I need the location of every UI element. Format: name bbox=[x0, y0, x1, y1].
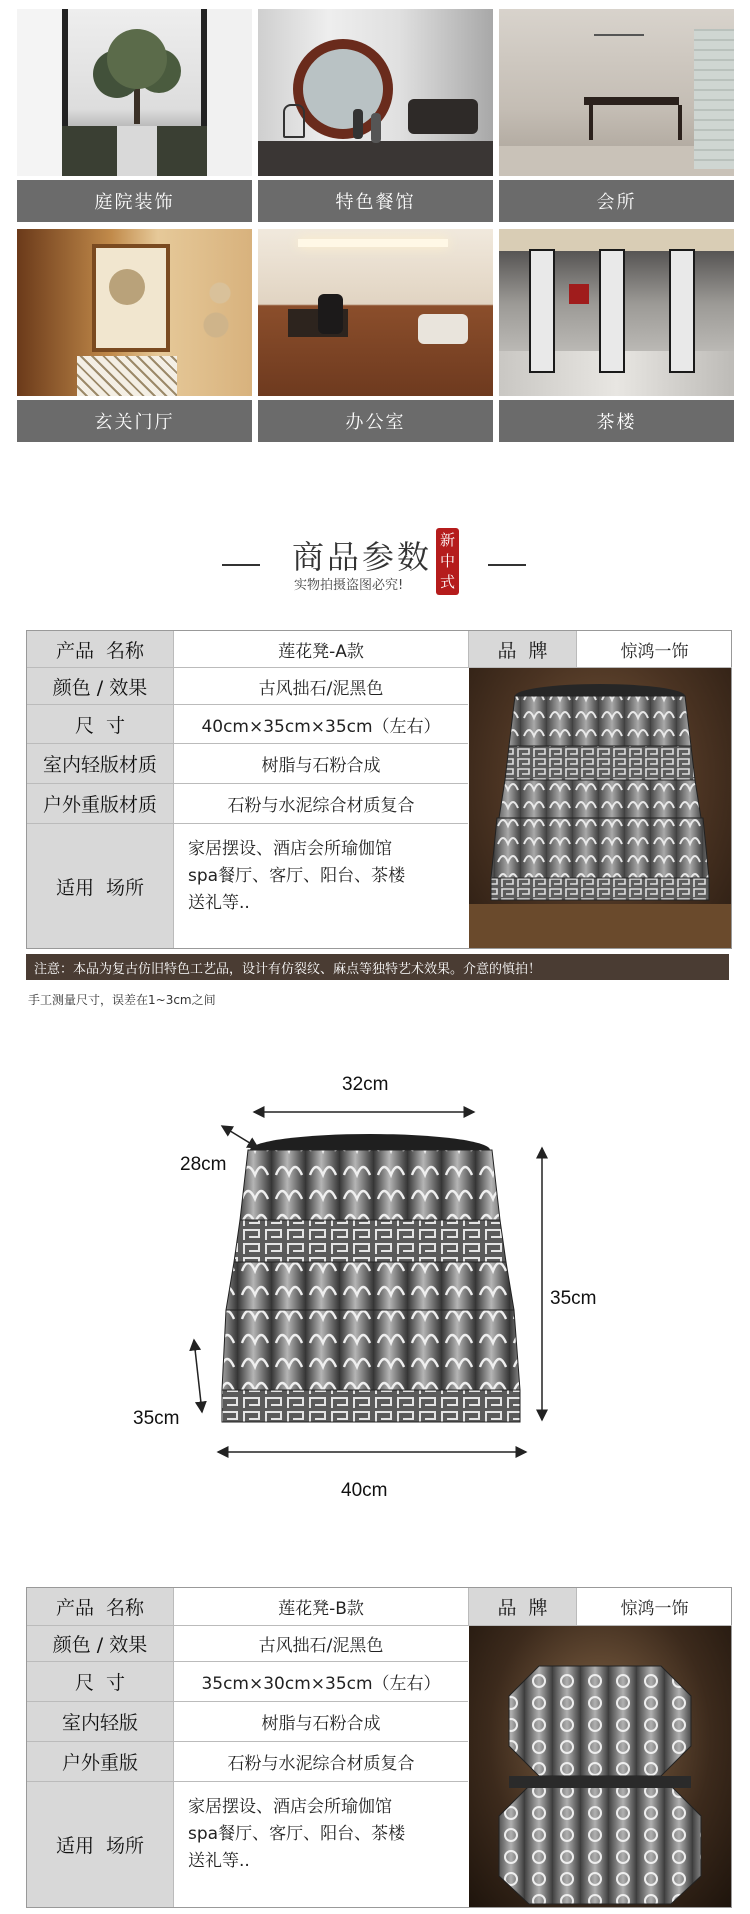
teahouse-photo bbox=[499, 229, 734, 396]
product-b-photo bbox=[469, 1626, 731, 1907]
office-photo bbox=[258, 229, 493, 396]
spec-row bbox=[27, 1588, 468, 1626]
spec-label: 尺 寸 bbox=[27, 1662, 174, 1701]
scene-label: 会所 bbox=[499, 180, 734, 222]
scene-label: 茶楼 bbox=[499, 400, 734, 442]
spec-value: 40cm×35cm×35cm（左右） bbox=[201, 716, 441, 737]
dim-base-depth-label: 35cm bbox=[133, 1408, 180, 1429]
spec-label: 颜色 / 效果 bbox=[27, 1626, 174, 1661]
spec-row bbox=[27, 1782, 468, 1907]
product-a-photo bbox=[469, 668, 731, 948]
spec-label: 户外重版 bbox=[27, 1742, 174, 1781]
spec-row bbox=[27, 784, 468, 824]
spec-value: 莲花凳-A款 bbox=[278, 641, 364, 662]
spec-row bbox=[27, 668, 468, 705]
spec-row bbox=[27, 1702, 468, 1742]
scene-label: 办公室 bbox=[258, 400, 493, 442]
brand-value: 惊鸿一饰 bbox=[577, 1588, 732, 1626]
spec-value: 35cm×30cm×35cm（左右） bbox=[201, 1674, 441, 1694]
spec-label: 室内轻版 bbox=[27, 1702, 174, 1741]
spec-label: 户外重版材质 bbox=[27, 784, 174, 823]
section-title: 商品参数 bbox=[292, 538, 433, 576]
spec-value: 石粉与水泥综合材质复合 bbox=[227, 796, 415, 816]
dim-height-label: 35cm bbox=[550, 1288, 597, 1309]
scene-label: 特色餐馆 bbox=[258, 180, 493, 222]
product-a-spec-table bbox=[26, 630, 732, 949]
brand-value: 惊鸿一饰 bbox=[577, 631, 732, 668]
spec-value: 石粉与水泥综合材质复合 bbox=[227, 1754, 415, 1774]
scene-courtyard bbox=[17, 9, 252, 222]
scene-teahouse bbox=[499, 229, 734, 442]
spec-row bbox=[27, 705, 468, 744]
scene-label: 玄关门厅 bbox=[17, 400, 252, 442]
divider bbox=[222, 564, 260, 566]
foyer-photo bbox=[17, 229, 252, 396]
scene-club bbox=[499, 9, 734, 222]
brand-label: 品 牌 bbox=[469, 1588, 577, 1626]
restaurant-photo bbox=[258, 9, 493, 176]
spec-value: 家居摆设、酒店会所瑜伽馆 spa餐厅、客厅、阳台、茶楼 送礼等.. bbox=[188, 839, 406, 913]
spec-value: 古风拙石/泥黑色 bbox=[258, 678, 384, 699]
section-heading bbox=[0, 528, 750, 598]
scene-office bbox=[258, 229, 493, 442]
spec-value: 树脂与石粉合成 bbox=[261, 1714, 381, 1734]
spec-value: 古风拙石/泥黑色 bbox=[258, 1636, 384, 1656]
dimension-drawing bbox=[0, 1060, 750, 1560]
club-photo bbox=[499, 9, 734, 176]
brand-row bbox=[468, 631, 732, 668]
scene-restaurant bbox=[258, 9, 493, 222]
spec-row bbox=[27, 631, 468, 668]
dim-top-width-label: 32cm bbox=[342, 1074, 389, 1095]
lotus-stool-b-image bbox=[469, 1626, 731, 1907]
spec-label: 产品 名称 bbox=[27, 631, 174, 667]
seal-text: 新中式 bbox=[439, 531, 455, 591]
spec-row bbox=[27, 1742, 468, 1782]
dim-top-depth-label: 28cm bbox=[180, 1154, 227, 1175]
spec-row bbox=[27, 1662, 468, 1702]
scene-label: 庭院装饰 bbox=[17, 180, 252, 222]
spec-label: 颜色 / 效果 bbox=[27, 668, 174, 704]
spec-row bbox=[27, 744, 468, 784]
divider bbox=[488, 564, 526, 566]
spec-value: 树脂与石粉合成 bbox=[261, 756, 381, 776]
spec-label: 适用 场所 bbox=[27, 1782, 174, 1907]
notice-banner: 注意：本品为复古仿旧特色工艺品，设计有仿裂纹、麻点等独特艺术效果。介意的慎拍！ bbox=[26, 954, 729, 980]
courtyard-photo bbox=[17, 9, 252, 176]
brand-row bbox=[468, 1588, 732, 1626]
spec-value: 家居摆设、酒店会所瑜伽馆 spa餐厅、客厅、阳台、茶楼 送礼等.. bbox=[188, 1797, 406, 1871]
brand-label: 品 牌 bbox=[469, 631, 577, 668]
spec-label: 适用 场所 bbox=[27, 824, 174, 948]
scene-foyer bbox=[17, 229, 252, 442]
spec-value: 莲花凳-B款 bbox=[278, 1599, 364, 1619]
measure-note: 手工测量尺寸，误差在1~3cm之间 bbox=[28, 993, 216, 1007]
style-seal bbox=[436, 528, 459, 595]
spec-label: 室内轻版材质 bbox=[27, 744, 174, 783]
section-subtitle: 实物拍摄盗图必究! bbox=[294, 578, 404, 593]
spec-label: 尺 寸 bbox=[27, 705, 174, 743]
spec-label: 产品 名称 bbox=[27, 1588, 174, 1625]
spec-row bbox=[27, 1626, 468, 1662]
product-b-spec-table bbox=[26, 1587, 732, 1908]
spec-row bbox=[27, 824, 468, 948]
lotus-stool-image bbox=[469, 668, 731, 948]
dim-base-width-label: 40cm bbox=[341, 1480, 388, 1501]
